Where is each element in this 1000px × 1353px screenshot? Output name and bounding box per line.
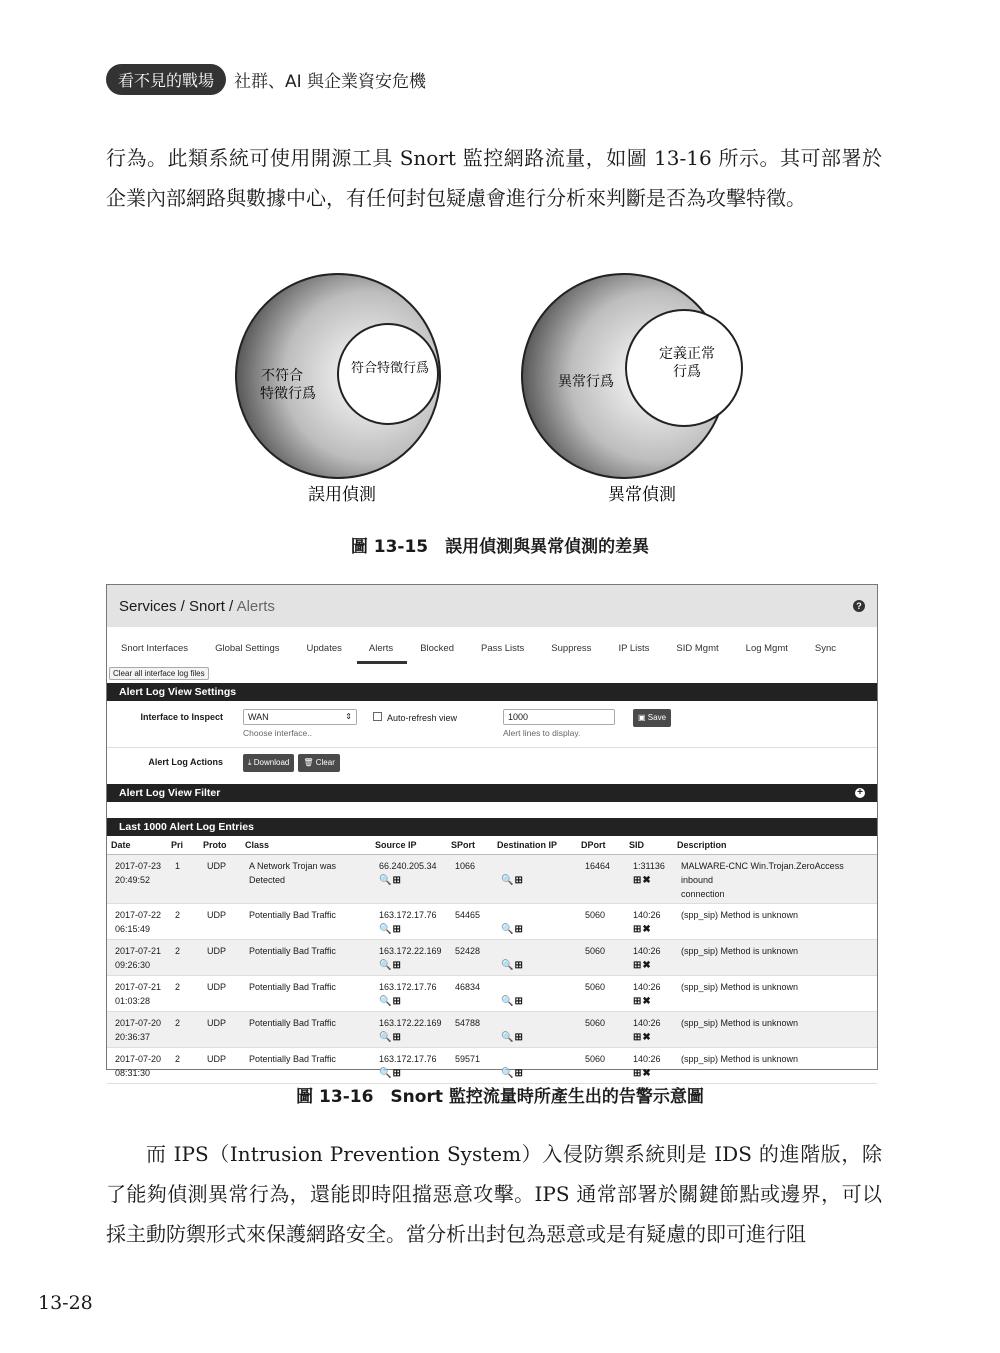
cell-proto: UDP [199,976,241,1012]
add-remove-icon[interactable]: ⊞✖ [633,1032,652,1043]
cell-proto: UDP [199,904,241,940]
tab-sync[interactable]: Sync [814,642,837,654]
cell-sid: 140:26 ⊞✖ [625,1012,673,1048]
anomaly-inner-label-1: 定義正常 [659,346,715,362]
lookup-add-icon[interactable]: 🔍⊞ [501,875,524,886]
lookup-add-icon[interactable]: 🔍⊞ [501,1068,524,1079]
interface-label: Interface to Inspect [140,712,223,722]
breadcrumb-snort[interactable]: Snort / [189,597,234,615]
page-number: 13-28 [38,1292,93,1314]
cell-class: Potentially Bad Traffic [241,1048,371,1084]
lookup-add-icon[interactable]: 🔍⊞ [501,1032,524,1043]
misuse-caption: 誤用偵測 [308,485,376,505]
lookup-add-icon[interactable]: 🔍⊞ [379,1068,402,1079]
tab-log-mgmt[interactable]: Log Mgmt [745,642,788,654]
interface-select[interactable]: WAN ⇕ [243,709,357,725]
cell-sport: 1066 [447,855,493,904]
anomaly-caption: 異常偵測 [608,485,676,505]
auto-refresh-label: Auto-refresh view [387,713,458,723]
cell-proto: UDP [199,855,241,904]
cell-sid: 140:26 ⊞✖ [625,940,673,976]
cell-destination-ip [493,855,577,904]
col-source-ip[interactable]: Source IP [371,836,447,855]
figure-13-15-diagram [236,256,756,506]
tab-ip-lists[interactable]: IP Lists [618,642,650,654]
col-sport[interactable]: SPort [447,836,493,855]
figure-13-16-caption: 圖 13-16 Snort 監控流量時所產生出的告警示意圖 [296,1087,704,1107]
interface-hint: Choose interface.. [243,728,312,738]
figure-13-15-caption: 圖 13-15 誤用偵測與異常偵測的差異 [350,537,650,557]
expand-filter-icon[interactable]: + [855,788,865,798]
tab-pass-lists[interactable]: Pass Lists [481,642,525,654]
cell-description: MALWARE-CNC Win.Trojan.ZeroAccess inbound connection [673,855,877,904]
cell-sid: 140:26 ⊞✖ [625,976,673,1012]
filter-section-header[interactable] [107,784,877,802]
body-paragraph-2: 而 IPS（Intrusion Prevention System）入侵防禦系統則是 IDS 的進階版，除了能夠偵測異常行為，還能即時阻擋惡意攻擊。IPS 通常部署於關鍵節點或邊界，可以採主動防禦形式來保護網路安全。當分析出封包為惡意或是有疑慮的即可進行阻 [106,1142,882,1246]
lookup-add-icon[interactable]: 🔍⊞ [379,924,402,935]
cell-class: A Network Trojan was Detected [241,855,371,904]
misuse-inner-label: 符合特徵行爲 [350,361,430,376]
tab-sid-mgmt[interactable]: SID Mgmt [676,642,719,654]
settings-section-header [107,683,877,701]
misuse-outer-label-2: 特徵行爲 [260,386,316,402]
lookup-add-icon[interactable]: 🔍⊞ [379,996,402,1007]
anomaly-outer-label: 異常行爲 [558,374,614,390]
lookup-add-icon[interactable]: 🔍⊞ [501,924,524,935]
table-row [107,1048,877,1084]
interface-row [107,701,877,748]
cell-source-ip: 163.172.17.76 🔍⊞ [371,1048,447,1084]
cell-description: (spp_sip) Method is unknown [673,976,877,1012]
cell-source-ip: 66.240.205.34 🔍⊞ [371,855,447,904]
lookup-add-icon[interactable]: 🔍⊞ [501,996,524,1007]
cell-destination-ip [493,1048,577,1084]
book-title: 看不見的戰場 [106,64,226,95]
add-remove-icon[interactable]: ⊞✖ [633,924,652,935]
download-button[interactable]: ⤓ Download [243,754,294,772]
tab-bar [107,633,877,663]
tab-blocked[interactable]: Blocked [420,642,454,654]
cell-description: (spp_sip) Method is unknown [673,1048,877,1084]
actions-label: Alert Log Actions [148,757,223,767]
cell-destination-ip [493,904,577,940]
lookup-add-icon[interactable]: 🔍⊞ [379,875,402,886]
cell-class: Potentially Bad Traffic [241,904,371,940]
clear-all-logs-button[interactable]: Clear all interface log files [109,667,209,680]
cell-sid: 140:26 ⊞✖ [625,904,673,940]
cell-sport: 59571 [447,1048,493,1084]
body-paragraph-1: 行為。此類系統可使用開源工具 Snort 監控網路流量，如圖 13-16 所示。其可部署於企業內部網路與數據中心，有任何封包疑慮會進行分析來判斷是否為攻擊特徵。 [106,146,882,210]
col-destination-ip[interactable]: Destination IP [493,836,577,855]
cell-proto: UDP [199,940,241,976]
filter-title: Alert Log View Filter [119,787,221,799]
cell-sid: 140:26 ⊞✖ [625,1048,673,1084]
clear-button[interactable]: 🗑 Clear [298,754,340,772]
table-row [107,940,877,976]
add-remove-icon[interactable]: ⊞✖ [633,875,652,886]
book-subtitle: 社群、AI 與企業資安危機 [234,72,427,92]
trash-icon: 🗑 [303,758,316,767]
table-row [107,976,877,1012]
cell-sid: 1:31136 ⊞✖ [625,855,673,904]
lookup-add-icon[interactable]: 🔍⊞ [379,1032,402,1043]
cell-class: Potentially Bad Traffic [241,1012,371,1048]
col-dport[interactable]: DPort [577,836,625,855]
col-description[interactable]: Description [673,836,877,855]
breadcrumb-services[interactable]: Services / [119,597,185,615]
add-remove-icon[interactable]: ⊞✖ [633,996,652,1007]
table-row [107,904,877,940]
tab-updates[interactable]: Updates [306,642,342,654]
cell-pri: 2 [167,1012,199,1048]
help-icon[interactable]: ? [853,600,865,612]
download-icon: ⤓ [248,758,254,767]
cell-class: Potentially Bad Traffic [241,940,371,976]
lookup-add-icon[interactable]: 🔍⊞ [379,960,402,971]
cell-date: 2017-07-20 08:31:30 [107,1048,167,1084]
cell-description: (spp_sip) Method is unknown [673,1012,877,1048]
cell-pri: 2 [167,904,199,940]
cell-destination-ip [493,976,577,1012]
table-row [107,1012,877,1048]
cell-sport: 54788 [447,1012,493,1048]
cell-dport: 16464 [577,855,625,904]
cell-pri: 1 [167,855,199,904]
snort-alerts-screenshot [106,584,878,1079]
cell-source-ip: 163.172.22.169 🔍⊞ [371,940,447,976]
cell-proto: UDP [199,1012,241,1048]
tab-suppress[interactable]: Suppress [551,642,592,654]
cell-date: 2017-07-23 20:49:52 [107,855,167,904]
cell-sport: 52428 [447,940,493,976]
cell-sport: 46834 [447,976,493,1012]
tab-snort-interfaces[interactable]: Snort Interfaces [121,642,189,654]
cell-date: 2017-07-20 20:36:37 [107,1012,167,1048]
breadcrumb-alerts: Alerts [236,597,275,615]
cell-date: 2017-07-21 09:26:30 [107,940,167,976]
cell-dport: 5060 [577,1012,625,1048]
col-pri[interactable]: Pri [167,836,199,855]
cell-date: 2017-07-21 01:03:28 [107,976,167,1012]
add-remove-icon[interactable]: ⊞✖ [633,960,652,971]
anomaly-inner-label-2: 行爲 [673,364,701,380]
cell-source-ip: 163.172.17.76 🔍⊞ [371,976,447,1012]
tab-alerts[interactable]: Alerts [368,642,394,654]
col-proto[interactable]: Proto [199,836,241,855]
entries-section-header [107,818,877,836]
cell-dport: 5060 [577,1048,625,1084]
cell-source-ip: 163.172.22.169 🔍⊞ [371,1012,447,1048]
misuse-outer-label-1: 不符合 [261,368,303,384]
table-row [107,855,877,904]
cell-date: 2017-07-22 06:15:49 [107,904,167,940]
screenshot-titlebar [107,585,877,627]
cell-destination-ip [493,1012,577,1048]
lookup-add-icon[interactable]: 🔍⊞ [501,960,524,971]
alert-lines-input[interactable]: 1000 [503,709,615,725]
cell-description: (spp_sip) Method is unknown [673,904,877,940]
cell-source-ip: 163.172.17.76 🔍⊞ [371,904,447,940]
auto-refresh-checkbox[interactable] [373,712,382,721]
breadcrumb [119,598,275,615]
col-sid[interactable]: SID [625,836,673,855]
cell-pri: 2 [167,1048,199,1084]
cell-pri: 2 [167,976,199,1012]
cell-pri: 2 [167,940,199,976]
cell-destination-ip [493,940,577,976]
cell-class: Potentially Bad Traffic [241,976,371,1012]
alert-table [107,836,877,1084]
cell-sport: 54465 [447,904,493,940]
cell-dport: 5060 [577,940,625,976]
settings-title: Alert Log View Settings [119,686,237,698]
col-class[interactable]: Class [241,836,371,855]
alert-lines-hint: Alert lines to display. [503,728,581,738]
tab-global-settings[interactable]: Global Settings [215,642,280,654]
cell-dport: 5060 [577,904,625,940]
col-date[interactable]: Date [107,836,167,855]
cell-description: (spp_sip) Method is unknown [673,940,877,976]
alert-table-header [107,836,877,855]
add-remove-icon[interactable]: ⊞✖ [633,1068,652,1079]
actions-row [107,748,877,784]
cell-proto: UDP [199,1048,241,1084]
save-icon: ▣ [638,713,648,722]
cell-dport: 5060 [577,976,625,1012]
running-header [106,64,426,95]
save-button[interactable]: ▣ Save [633,709,671,727]
entries-title: Last 1000 Alert Log Entries [119,821,254,833]
